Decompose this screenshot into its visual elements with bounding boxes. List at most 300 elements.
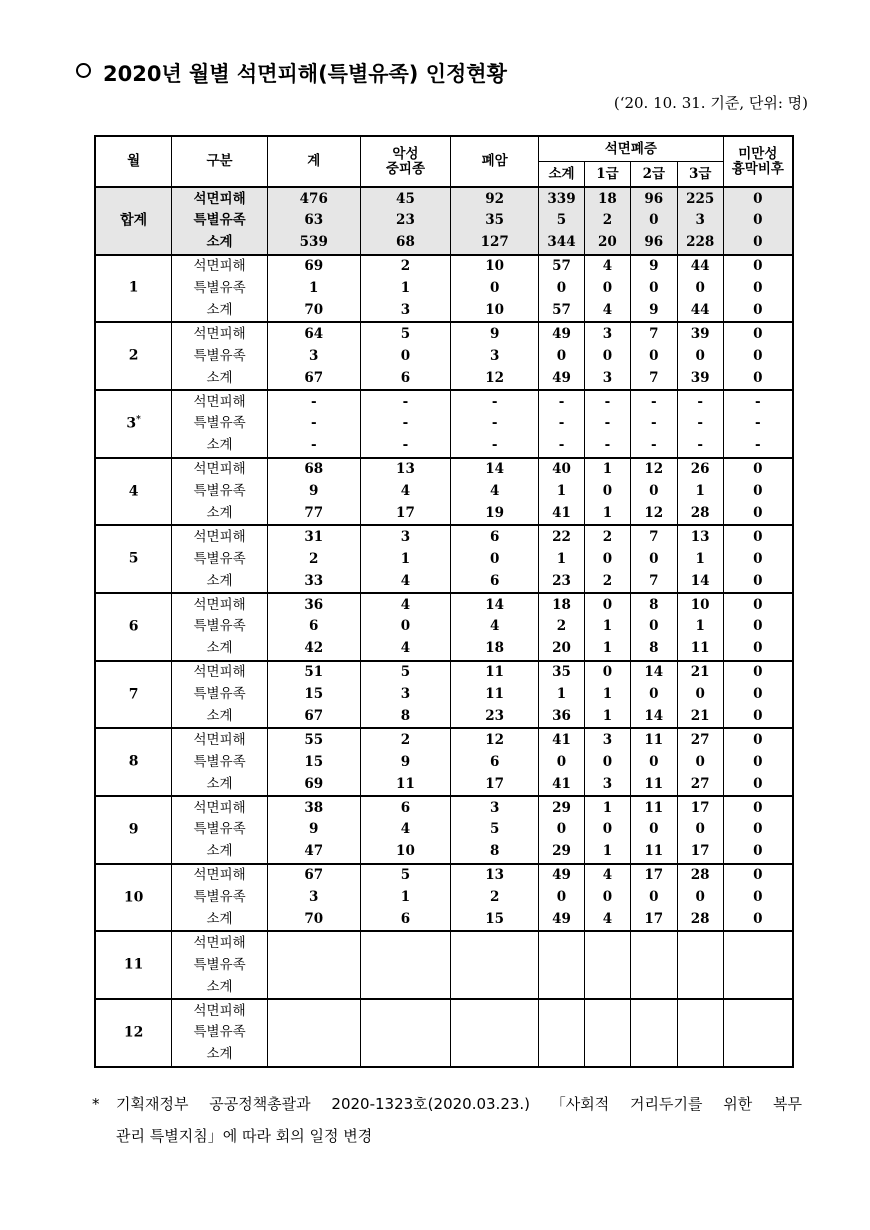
value-cell: 0 xyxy=(677,684,723,706)
value-cell: 0 xyxy=(630,345,677,367)
value-cell: 0 xyxy=(723,187,793,210)
value-cell xyxy=(723,954,793,976)
header-category: 구분 xyxy=(172,136,268,187)
value-cell xyxy=(723,999,793,1022)
category-cell: 특별유족 xyxy=(172,413,268,435)
value-cell: 10 xyxy=(451,255,539,278)
header-asbestosis: 석면폐증 xyxy=(539,136,724,162)
category-cell: 석면피해 xyxy=(172,931,268,954)
value-cell: 0 xyxy=(723,728,793,751)
value-cell: 10 xyxy=(677,593,723,616)
value-cell: 41 xyxy=(539,502,585,525)
value-cell xyxy=(584,1022,630,1044)
value-cell: 0 xyxy=(723,367,793,390)
value-cell xyxy=(723,1044,793,1067)
value-cell: 19 xyxy=(451,502,539,525)
value-cell: 0 xyxy=(723,705,793,728)
value-cell: - xyxy=(723,435,793,458)
value-cell: 1 xyxy=(539,548,585,570)
value-cell: 0 xyxy=(584,661,630,684)
category-cell: 소계 xyxy=(172,909,268,932)
value-cell: 5 xyxy=(360,661,451,684)
table-row xyxy=(95,931,793,954)
value-cell: 9 xyxy=(630,255,677,278)
value-cell: 1 xyxy=(584,502,630,525)
value-cell: - xyxy=(630,413,677,435)
value-cell: 7 xyxy=(630,525,677,548)
header-grade3: 3급 xyxy=(677,162,723,188)
value-cell: 3 xyxy=(677,210,723,232)
value-cell: 0 xyxy=(677,751,723,773)
table-row xyxy=(95,232,793,255)
month-cell: 7 xyxy=(95,661,172,729)
value-cell: 0 xyxy=(539,887,585,909)
value-cell: 1 xyxy=(677,548,723,570)
value-cell: 3 xyxy=(584,367,630,390)
value-cell: 0 xyxy=(677,278,723,300)
value-cell: 23 xyxy=(539,570,585,593)
footnote xyxy=(92,1088,802,1152)
header-lung-cancer: 폐암 xyxy=(451,136,539,187)
value-cell: 35 xyxy=(539,661,585,684)
value-cell: 3 xyxy=(360,525,451,548)
value-cell: 228 xyxy=(677,232,723,255)
category-cell: 소계 xyxy=(172,435,268,458)
value-cell: 11 xyxy=(451,661,539,684)
value-cell xyxy=(360,976,451,999)
value-cell: 0 xyxy=(584,278,630,300)
category-cell: 석면피해 xyxy=(172,255,268,278)
table-row xyxy=(95,570,793,593)
value-cell: 67 xyxy=(267,705,360,728)
value-cell xyxy=(677,1044,723,1067)
month-cell: 합계 xyxy=(95,187,172,255)
value-cell xyxy=(451,999,539,1022)
value-cell: 15 xyxy=(267,751,360,773)
value-cell: 4 xyxy=(360,570,451,593)
value-cell xyxy=(630,1022,677,1044)
value-cell: 0 xyxy=(630,616,677,638)
table-row xyxy=(95,819,793,841)
month-group xyxy=(95,864,793,932)
category-cell: 소계 xyxy=(172,773,268,796)
value-cell: 11 xyxy=(630,796,677,819)
value-cell: 8 xyxy=(630,593,677,616)
value-cell: 42 xyxy=(267,638,360,661)
value-cell: 39 xyxy=(677,322,723,345)
month-group xyxy=(95,187,793,255)
value-cell: 0 xyxy=(451,278,539,300)
value-cell: 0 xyxy=(723,255,793,278)
month-cell: 5 xyxy=(95,525,172,593)
value-cell: 0 xyxy=(723,570,793,593)
value-cell: 539 xyxy=(267,232,360,255)
value-cell xyxy=(630,954,677,976)
value-cell: 9 xyxy=(360,751,451,773)
category-cell: 소계 xyxy=(172,570,268,593)
category-cell: 특별유족 xyxy=(172,684,268,706)
value-cell: 11 xyxy=(630,728,677,751)
table-row xyxy=(95,1044,793,1067)
header-grade2: 2급 xyxy=(630,162,677,188)
value-cell: 0 xyxy=(539,819,585,841)
value-cell xyxy=(723,976,793,999)
value-cell: 0 xyxy=(723,751,793,773)
value-cell xyxy=(451,931,539,954)
month-cell: 1 xyxy=(95,255,172,323)
value-cell: 20 xyxy=(539,638,585,661)
value-cell: 3 xyxy=(451,796,539,819)
value-cell xyxy=(539,999,585,1022)
value-cell xyxy=(360,999,451,1022)
value-cell: 6 xyxy=(360,796,451,819)
table-row xyxy=(95,593,793,616)
value-cell: 0 xyxy=(539,751,585,773)
value-cell: 29 xyxy=(539,841,585,864)
value-cell xyxy=(267,931,360,954)
value-cell: 22 xyxy=(539,525,585,548)
value-cell: 40 xyxy=(539,458,585,481)
value-cell: 0 xyxy=(677,819,723,841)
table-row xyxy=(95,322,793,345)
month-group xyxy=(95,390,793,458)
value-cell: 1 xyxy=(360,548,451,570)
value-cell: 28 xyxy=(677,864,723,887)
value-cell: 0 xyxy=(584,751,630,773)
category-cell: 소계 xyxy=(172,232,268,255)
value-cell: - xyxy=(723,390,793,413)
value-cell xyxy=(539,976,585,999)
value-cell: - xyxy=(267,390,360,413)
table-row xyxy=(95,841,793,864)
value-cell xyxy=(723,931,793,954)
value-cell: 0 xyxy=(584,819,630,841)
value-cell xyxy=(451,976,539,999)
value-cell: - xyxy=(584,413,630,435)
value-cell: 18 xyxy=(584,187,630,210)
value-cell: 5 xyxy=(539,210,585,232)
table-row xyxy=(95,705,793,728)
value-cell xyxy=(584,954,630,976)
basis-note: (‘20. 10. 31. 기준, 단위: 명) xyxy=(613,94,808,112)
value-cell: 0 xyxy=(723,887,793,909)
value-cell xyxy=(360,954,451,976)
value-cell: 0 xyxy=(584,887,630,909)
category-cell: 특별유족 xyxy=(172,210,268,232)
value-cell xyxy=(360,1022,451,1044)
value-cell: 0 xyxy=(723,278,793,300)
value-cell: 49 xyxy=(539,322,585,345)
value-cell: 0 xyxy=(539,345,585,367)
value-cell: 2 xyxy=(584,525,630,548)
value-cell: 68 xyxy=(267,458,360,481)
value-cell: - xyxy=(451,435,539,458)
value-cell: - xyxy=(539,413,585,435)
value-cell: - xyxy=(584,435,630,458)
category-cell: 석면피해 xyxy=(172,390,268,413)
value-cell: 0 xyxy=(360,616,451,638)
value-cell xyxy=(677,1022,723,1044)
month-group xyxy=(95,322,793,390)
recognition-table xyxy=(94,135,794,1068)
header-asbestosis-subtotal: 소계 xyxy=(539,162,585,188)
value-cell: 55 xyxy=(267,728,360,751)
value-cell xyxy=(723,1022,793,1044)
value-cell: 49 xyxy=(539,367,585,390)
value-cell xyxy=(451,1022,539,1044)
value-cell: 68 xyxy=(360,232,451,255)
value-cell: 1 xyxy=(677,481,723,503)
value-cell: - xyxy=(539,435,585,458)
value-cell: 29 xyxy=(539,796,585,819)
value-cell: 0 xyxy=(723,458,793,481)
value-cell: 51 xyxy=(267,661,360,684)
value-cell xyxy=(267,999,360,1022)
table-row xyxy=(95,616,793,638)
table-row xyxy=(95,751,793,773)
value-cell xyxy=(584,931,630,954)
value-cell: 64 xyxy=(267,322,360,345)
value-cell: 4 xyxy=(584,299,630,322)
value-cell: 0 xyxy=(630,819,677,841)
header-month: 월 xyxy=(95,136,172,187)
value-cell: 92 xyxy=(451,187,539,210)
month-cell: 4 xyxy=(95,458,172,526)
value-cell: 18 xyxy=(451,638,539,661)
value-cell: - xyxy=(539,390,585,413)
category-cell: 소계 xyxy=(172,1044,268,1067)
value-cell: 2 xyxy=(584,570,630,593)
value-cell: 0 xyxy=(723,684,793,706)
footnote-line-2: 관리 특별지침」에 따라 회의 일정 변경 xyxy=(116,1127,373,1145)
value-cell: 27 xyxy=(677,728,723,751)
value-cell: 0 xyxy=(584,548,630,570)
value-cell: 344 xyxy=(539,232,585,255)
month-cell: 8 xyxy=(95,728,172,796)
value-cell: 67 xyxy=(267,367,360,390)
value-cell xyxy=(677,931,723,954)
value-cell: 12 xyxy=(630,502,677,525)
value-cell: 3 xyxy=(267,345,360,367)
value-cell: 0 xyxy=(723,593,793,616)
value-cell: 0 xyxy=(723,841,793,864)
value-cell: 3 xyxy=(267,887,360,909)
value-cell: 21 xyxy=(677,661,723,684)
value-cell xyxy=(267,1044,360,1067)
value-cell xyxy=(267,1022,360,1044)
footnote-line-1: * 기획재정부 공공정책총괄과 2020-1323호(2020.03.23.) 「사회적 거리두기를 위한 복무 xyxy=(92,1088,802,1120)
value-cell: 6 xyxy=(451,751,539,773)
table-row xyxy=(95,999,793,1022)
month-group xyxy=(95,458,793,526)
value-cell: 12 xyxy=(451,367,539,390)
value-cell: 17 xyxy=(677,841,723,864)
value-cell: - xyxy=(677,435,723,458)
value-cell: 3 xyxy=(360,684,451,706)
month-group xyxy=(95,796,793,864)
value-cell: - xyxy=(451,390,539,413)
value-cell: 0 xyxy=(539,278,585,300)
month-cell: 2 xyxy=(95,322,172,390)
value-cell: - xyxy=(360,435,451,458)
value-cell xyxy=(267,954,360,976)
value-cell: 1 xyxy=(267,278,360,300)
table-row xyxy=(95,255,793,278)
value-cell: 9 xyxy=(267,481,360,503)
value-cell: 15 xyxy=(267,684,360,706)
value-cell: 3 xyxy=(360,299,451,322)
circle-bullet-icon xyxy=(76,63,91,78)
value-cell: 0 xyxy=(584,345,630,367)
value-cell: 0 xyxy=(723,322,793,345)
value-cell: 1 xyxy=(539,684,585,706)
category-cell: 석면피해 xyxy=(172,796,268,819)
value-cell: 1 xyxy=(539,481,585,503)
value-cell: 225 xyxy=(677,187,723,210)
value-cell: 2 xyxy=(584,210,630,232)
value-cell: 57 xyxy=(539,255,585,278)
value-cell: 0 xyxy=(723,796,793,819)
value-cell: 4 xyxy=(360,819,451,841)
value-cell: 2 xyxy=(539,616,585,638)
value-cell: 0 xyxy=(451,548,539,570)
category-cell: 소계 xyxy=(172,502,268,525)
table-row xyxy=(95,299,793,322)
category-cell: 소계 xyxy=(172,299,268,322)
value-cell: 0 xyxy=(723,232,793,255)
value-cell: 14 xyxy=(630,705,677,728)
value-cell: 0 xyxy=(723,638,793,661)
footnote-star: * xyxy=(92,1095,100,1113)
month-cell: 9 xyxy=(95,796,172,864)
value-cell: 0 xyxy=(723,525,793,548)
value-cell: 4 xyxy=(360,481,451,503)
value-cell: 0 xyxy=(630,210,677,232)
value-cell: - xyxy=(267,435,360,458)
value-cell: 4 xyxy=(584,255,630,278)
value-cell: 67 xyxy=(267,864,360,887)
category-cell: 특별유족 xyxy=(172,751,268,773)
value-cell xyxy=(267,976,360,999)
value-cell: 44 xyxy=(677,255,723,278)
value-cell: 0 xyxy=(584,481,630,503)
value-cell: 39 xyxy=(677,367,723,390)
value-cell: 1 xyxy=(584,796,630,819)
value-cell: 8 xyxy=(360,705,451,728)
value-cell: - xyxy=(360,413,451,435)
value-cell: 5 xyxy=(451,819,539,841)
value-cell: 14 xyxy=(451,458,539,481)
value-cell xyxy=(539,954,585,976)
category-cell: 특별유족 xyxy=(172,819,268,841)
value-cell: 28 xyxy=(677,909,723,932)
value-cell: 38 xyxy=(267,796,360,819)
table-row xyxy=(95,548,793,570)
value-cell: 0 xyxy=(723,481,793,503)
category-cell: 소계 xyxy=(172,705,268,728)
value-cell: 13 xyxy=(451,864,539,887)
value-cell: 9 xyxy=(451,322,539,345)
table-row xyxy=(95,728,793,751)
value-cell: 13 xyxy=(360,458,451,481)
value-cell: 0 xyxy=(723,502,793,525)
value-cell xyxy=(539,931,585,954)
value-cell: 7 xyxy=(630,570,677,593)
value-cell: 17 xyxy=(677,796,723,819)
page-title xyxy=(76,58,507,88)
value-cell: 5 xyxy=(360,864,451,887)
value-cell: 49 xyxy=(539,909,585,932)
value-cell: 31 xyxy=(267,525,360,548)
month-group xyxy=(95,931,793,999)
value-cell: 0 xyxy=(630,278,677,300)
value-cell: 33 xyxy=(267,570,360,593)
category-cell: 특별유족 xyxy=(172,1022,268,1044)
value-cell: - xyxy=(630,390,677,413)
value-cell xyxy=(677,999,723,1022)
category-cell: 소계 xyxy=(172,638,268,661)
table-row xyxy=(95,864,793,887)
value-cell: 23 xyxy=(451,705,539,728)
value-cell: 0 xyxy=(723,773,793,796)
value-cell: 1 xyxy=(584,705,630,728)
value-cell: - xyxy=(677,390,723,413)
table-row xyxy=(95,661,793,684)
value-cell: 6 xyxy=(360,367,451,390)
table-row xyxy=(95,345,793,367)
value-cell: 57 xyxy=(539,299,585,322)
value-cell: 17 xyxy=(630,909,677,932)
value-cell: 0 xyxy=(723,548,793,570)
value-cell: 0 xyxy=(630,548,677,570)
category-cell: 석면피해 xyxy=(172,999,268,1022)
value-cell: 0 xyxy=(677,887,723,909)
value-cell: 0 xyxy=(723,345,793,367)
value-cell: 17 xyxy=(360,502,451,525)
value-cell: 2 xyxy=(267,548,360,570)
value-cell: 1 xyxy=(584,638,630,661)
table-row xyxy=(95,638,793,661)
value-cell: 3 xyxy=(451,345,539,367)
value-cell: 17 xyxy=(630,864,677,887)
month-cell: 3* xyxy=(95,390,172,458)
value-cell: 14 xyxy=(451,593,539,616)
value-cell: 0 xyxy=(723,661,793,684)
value-cell: - xyxy=(677,413,723,435)
value-cell: 5 xyxy=(360,322,451,345)
header-pleural-thickening: 미만성 흉막비후 xyxy=(723,136,793,187)
category-cell: 석면피해 xyxy=(172,187,268,210)
value-cell: 8 xyxy=(451,841,539,864)
value-cell: 3 xyxy=(584,322,630,345)
header-mesothelioma: 악성 중피종 xyxy=(360,136,451,187)
table-row xyxy=(95,367,793,390)
table-row xyxy=(95,502,793,525)
value-cell xyxy=(677,976,723,999)
value-cell: 10 xyxy=(451,299,539,322)
value-cell: 3 xyxy=(584,773,630,796)
value-cell: - xyxy=(584,390,630,413)
value-cell: 0 xyxy=(723,616,793,638)
month-group xyxy=(95,525,793,593)
value-cell: 8 xyxy=(630,638,677,661)
category-cell: 소계 xyxy=(172,976,268,999)
value-cell: 9 xyxy=(630,299,677,322)
value-cell: 0 xyxy=(630,751,677,773)
category-cell: 석면피해 xyxy=(172,864,268,887)
value-cell: 26 xyxy=(677,458,723,481)
value-cell: 47 xyxy=(267,841,360,864)
